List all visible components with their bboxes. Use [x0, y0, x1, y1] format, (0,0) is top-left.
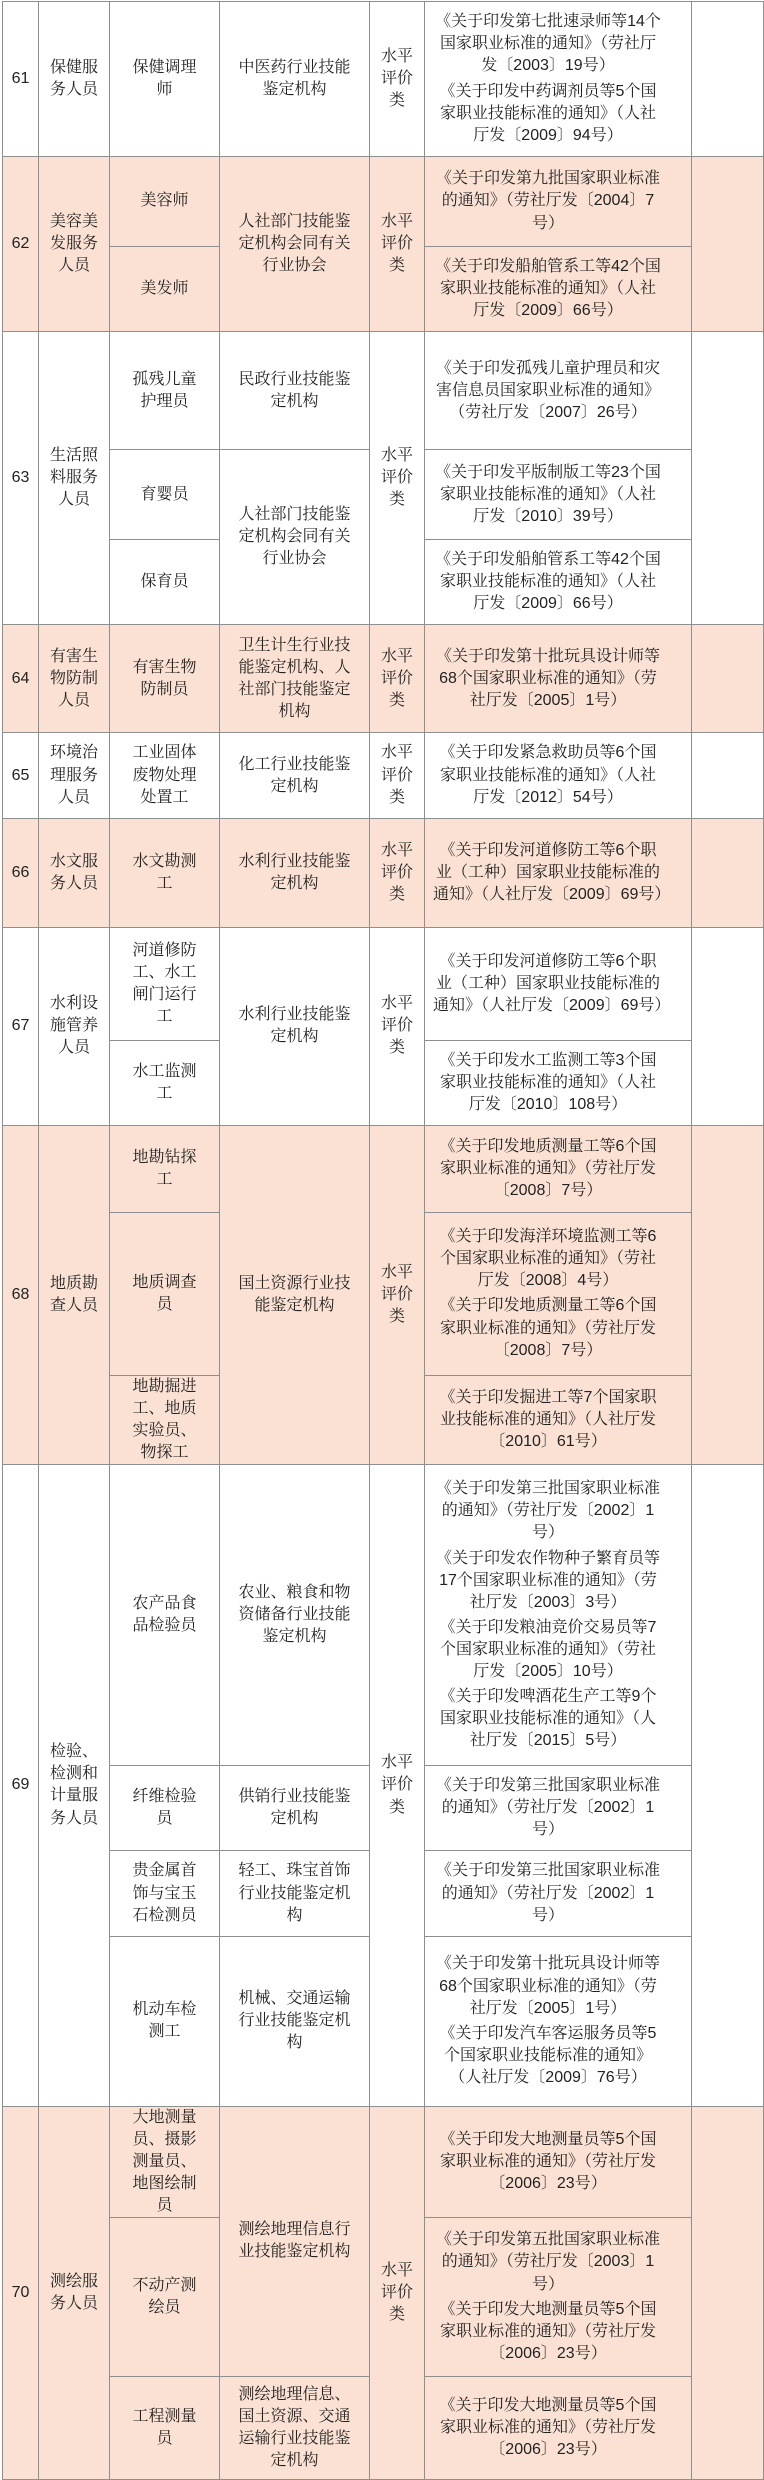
notices-cell	[425, 332, 692, 450]
table-row	[3, 625, 764, 733]
institution-cell: 测绘地理信息行业技能鉴定机构	[220, 2106, 370, 2376]
occupation-cell: 保健调理师	[110, 2, 220, 157]
occupation-cell: 农产品食品检验员	[110, 1465, 220, 1766]
notices-cell	[425, 818, 692, 927]
notice-text: 《关于印发汽车客运服务员等5个国家职业技能标准的通知》（人社厅发〔2009〕76号）	[439, 2024, 657, 2086]
notices-cell	[425, 625, 692, 733]
evaluation-type-cell: 水平评价类	[370, 332, 425, 625]
notice-text: 《关于印发船舶管系工等42个国家职业技能标准的通知》（人社厅发〔2009〕66号）	[435, 258, 661, 320]
category-cell: 美容美发服务人员	[39, 157, 110, 332]
table-row	[3, 2, 764, 157]
occupation-cell: 机动车检测工	[110, 1936, 220, 2106]
evaluation-type-cell: 水平评价类	[370, 2106, 425, 2479]
institution-cell: 轻工、珠宝首饰行业技能鉴定机构	[220, 1851, 370, 1936]
institution-cell: 水利行业技能鉴定机构	[220, 818, 370, 927]
evaluation-type-cell: 水平评价类	[370, 2, 425, 157]
notice-text: 《关于印发平版制版工等23个国家职业技能标准的通知》（人社厅发〔2010〕39号）	[435, 463, 661, 525]
evaluation-type-cell: 水平评价类	[370, 733, 425, 818]
notice-text: 《关于印发大地测量员等5个国家职业标准的通知》（劳社厅发〔2006〕23号）	[439, 2300, 657, 2362]
notices-cell	[425, 540, 692, 625]
notices-cell	[425, 733, 692, 818]
notices-cell	[425, 1375, 692, 1464]
category-cell: 水利设施管养人员	[39, 927, 110, 1125]
occupation-cell: 保育员	[110, 540, 220, 625]
occupation-cell: 地质调查员	[110, 1212, 220, 1375]
category-cell: 地质勘查人员	[39, 1125, 110, 1464]
notice-text: 《关于印发第九批国家职业标准的通知》（劳社厅发〔2004〕7号）	[435, 170, 660, 232]
category-cell: 测绘服务人员	[39, 2106, 110, 2479]
notices-cell	[425, 2377, 692, 2480]
occupation-cell: 大地测量员、摄影测量员、地图绘制员	[110, 2106, 220, 2217]
notices-cell	[425, 157, 692, 247]
table-row	[3, 157, 764, 247]
notices-cell	[425, 2106, 692, 2217]
notices-cell	[425, 1936, 692, 2106]
row-number-cell: 63	[3, 332, 39, 625]
notice-text: 《关于印发粮油竞价交易员等7个国家职业标准的通知》（劳社厅发〔2005〕10号）	[439, 1618, 657, 1680]
occupation-cell: 水文勘测工	[110, 818, 220, 927]
notices-cell	[425, 1040, 692, 1125]
institution-cell: 供销行业技能鉴定机构	[220, 1766, 370, 1851]
notice-text: 《关于印发中药调剂员等5个国家职业技能标准的通知》（人社厅发〔2009〕94号）	[439, 82, 657, 144]
spacer-cell	[692, 157, 764, 332]
notices-cell	[425, 2, 692, 157]
evaluation-type-cell: 水平评价类	[370, 927, 425, 1125]
notice-text: 《关于印发大地测量员等5个国家职业标准的通知》（劳社厅发〔2006〕23号）	[439, 2396, 657, 2459]
notice-text: 《关于印发第七批速录师等14个国家职业标准的通知》（劳社厅发〔2003〕19号）	[435, 13, 661, 75]
category-cell: 有害生物防制人员	[39, 625, 110, 733]
spacer-cell	[692, 1465, 764, 2106]
spacer-cell	[692, 2106, 764, 2479]
institution-cell: 民政行业技能鉴定机构	[220, 332, 370, 450]
row-number-cell: 61	[3, 2, 39, 157]
row-number-cell: 66	[3, 818, 39, 927]
category-cell: 检验、检测和计量服务人员	[39, 1465, 110, 2106]
table-body	[3, 2, 764, 2480]
spacer-cell	[692, 2, 764, 157]
notice-text: 《关于印发地质测量工等6个国家职业标准的通知》（劳社厅发〔2008〕7号）	[439, 1297, 657, 1359]
spacer-cell	[692, 927, 764, 1125]
table-row	[3, 1125, 764, 1212]
occupation-cell: 水工监测工	[110, 1040, 220, 1125]
occupation-cell: 美发师	[110, 247, 220, 332]
category-cell: 保健服务人员	[39, 2, 110, 157]
category-cell: 水文服务人员	[39, 818, 110, 927]
spacer-cell	[692, 332, 764, 625]
occupation-cell: 有害生物防制员	[110, 625, 220, 733]
occupation-cell: 育婴员	[110, 450, 220, 540]
notices-cell	[425, 1125, 692, 1212]
notices-cell	[425, 927, 692, 1040]
row-number-cell: 65	[3, 733, 39, 818]
occupation-cell: 美容师	[110, 157, 220, 247]
spacer-cell	[692, 733, 764, 818]
notice-text: 《关于印发河道修防工等6个职业（工种）国家职业技能标准的通知》（人社厅发〔2009〕69号）	[433, 952, 671, 1014]
evaluation-type-cell: 水平评价类	[370, 818, 425, 927]
institution-cell: 人社部门技能鉴定机构会同有关行业协会	[220, 450, 370, 625]
notices-cell	[425, 1212, 692, 1375]
notices-cell	[425, 1766, 692, 1851]
row-number-cell: 68	[3, 1125, 39, 1464]
category-cell: 生活照料服务人员	[39, 332, 110, 625]
institution-cell: 测绘地理信息、国土资源、交通运输行业技能鉴定机构	[220, 2377, 370, 2480]
row-number-cell: 69	[3, 1465, 39, 2106]
notice-text: 《关于印发船舶管系工等42个国家职业技能标准的通知》（人社厅发〔2009〕66号）	[435, 551, 661, 613]
table-row	[3, 1465, 764, 1766]
table-row	[3, 2106, 764, 2217]
notice-text: 《关于印发第五批国家职业标准的通知》（劳社厅发〔2003〕1号）	[435, 2231, 660, 2293]
notice-text: 《关于印发掘进工等7个国家职业技能标准的通知》（人社厅发〔2010〕61号）	[439, 1388, 657, 1451]
occupation-cell: 地勘掘进工、地质实验员、物探工	[110, 1375, 220, 1464]
occupation-cell: 工业固体废物处理处置工	[110, 733, 220, 818]
notice-text: 《关于印发第三批国家职业标准的通知》（劳社厅发〔2002〕1号）	[435, 1480, 660, 1542]
occupation-cell: 孤残儿童护理员	[110, 332, 220, 450]
row-number-cell: 67	[3, 927, 39, 1125]
notice-text: 《关于印发农作物种子繁育员等17个国家职业标准的通知》（劳社厅发〔2003〕3号）	[435, 1549, 660, 1611]
institution-cell: 中医药行业技能鉴定机构	[220, 2, 370, 157]
occupation-cell: 河道修防工、水工闸门运行工	[110, 927, 220, 1040]
table-row	[3, 332, 764, 450]
institution-cell: 水利行业技能鉴定机构	[220, 927, 370, 1125]
table-row	[3, 818, 764, 927]
notice-text: 《关于印发海洋环境监测工等6个国家职业标准的通知》（劳社厅发〔2008〕4号）	[439, 1228, 657, 1290]
notices-cell	[425, 450, 692, 540]
occupation-cell: 工程测量员	[110, 2377, 220, 2480]
occupation-cell: 地勘钻探工	[110, 1125, 220, 1212]
occupation-cell: 不动产测绘员	[110, 2218, 220, 2377]
table-row	[3, 733, 764, 818]
spacer-cell	[692, 1125, 764, 1464]
institution-cell: 化工行业技能鉴定机构	[220, 733, 370, 818]
notices-cell	[425, 2218, 692, 2377]
institution-cell: 人社部门技能鉴定机构会同有关行业协会	[220, 157, 370, 332]
standards-table	[2, 1, 764, 2480]
notices-cell	[425, 247, 692, 332]
notice-text: 《关于印发紧急救助员等6个国家职业技能标准的通知》（人社厅发〔2012〕54号）	[439, 744, 657, 806]
occupation-cell: 贵金属首饰与宝玉石检测员	[110, 1851, 220, 1936]
spacer-cell	[692, 625, 764, 733]
evaluation-type-cell: 水平评价类	[370, 157, 425, 332]
notice-text: 《关于印发第三批国家职业标准的通知》（劳社厅发〔2002〕1号）	[435, 1777, 660, 1839]
evaluation-type-cell: 水平评价类	[370, 625, 425, 733]
category-cell: 环境治理服务人员	[39, 733, 110, 818]
notice-text: 《关于印发第三批国家职业标准的通知》（劳社厅发〔2002〕1号）	[435, 1862, 660, 1924]
row-number-cell: 64	[3, 625, 39, 733]
institution-cell: 国土资源行业技能鉴定机构	[220, 1125, 370, 1464]
table-row	[3, 927, 764, 1040]
notice-text: 《关于印发地质测量工等6个国家职业标准的通知》（劳社厅发〔2008〕7号）	[439, 1137, 657, 1199]
spacer-cell	[692, 818, 764, 927]
notice-text: 《关于印发第十批玩具设计师等68个国家职业标准的通知》（劳社厅发〔2005〕1号）	[435, 1955, 660, 2017]
evaluation-type-cell: 水平评价类	[370, 1465, 425, 2106]
notices-cell	[425, 1851, 692, 1936]
notices-cell	[425, 1465, 692, 1766]
institution-cell: 机械、交通运输行业技能鉴定机构	[220, 1936, 370, 2106]
notice-text: 《关于印发河道修防工等6个职业（工种）国家职业技能标准的通知》（人社厅发〔2009〕69号）	[433, 841, 671, 903]
institution-cell: 农业、粮食和物资储备行业技能鉴定机构	[220, 1465, 370, 1766]
occupation-cell: 纤维检验员	[110, 1766, 220, 1851]
notice-text: 《关于印发水工监测工等3个国家职业技能标准的通知》（人社厅发〔2010〕108号）	[439, 1051, 657, 1113]
row-number-cell: 62	[3, 157, 39, 332]
notice-text: 《关于印发啤酒花生产工等9个国家职业技能标准的通知》（人社厅发〔2015〕5号）	[439, 1687, 657, 1750]
institution-cell: 卫生计生行业技能鉴定机构、人社部门技能鉴定机构	[220, 625, 370, 733]
notice-text: 《关于印发大地测量员等5个国家职业标准的通知》（劳社厅发〔2006〕23号）	[439, 2130, 657, 2192]
row-number-cell: 70	[3, 2106, 39, 2479]
evaluation-type-cell: 水平评价类	[370, 1125, 425, 1464]
notice-text: 《关于印发第十批玩具设计师等68个国家职业标准的通知》（劳社厅发〔2005〕1号）	[435, 647, 660, 709]
notice-text: 《关于印发孤残儿童护理员和灾害信息员国家职业标准的通知》（劳社厅发〔2007〕26号）	[435, 359, 660, 421]
